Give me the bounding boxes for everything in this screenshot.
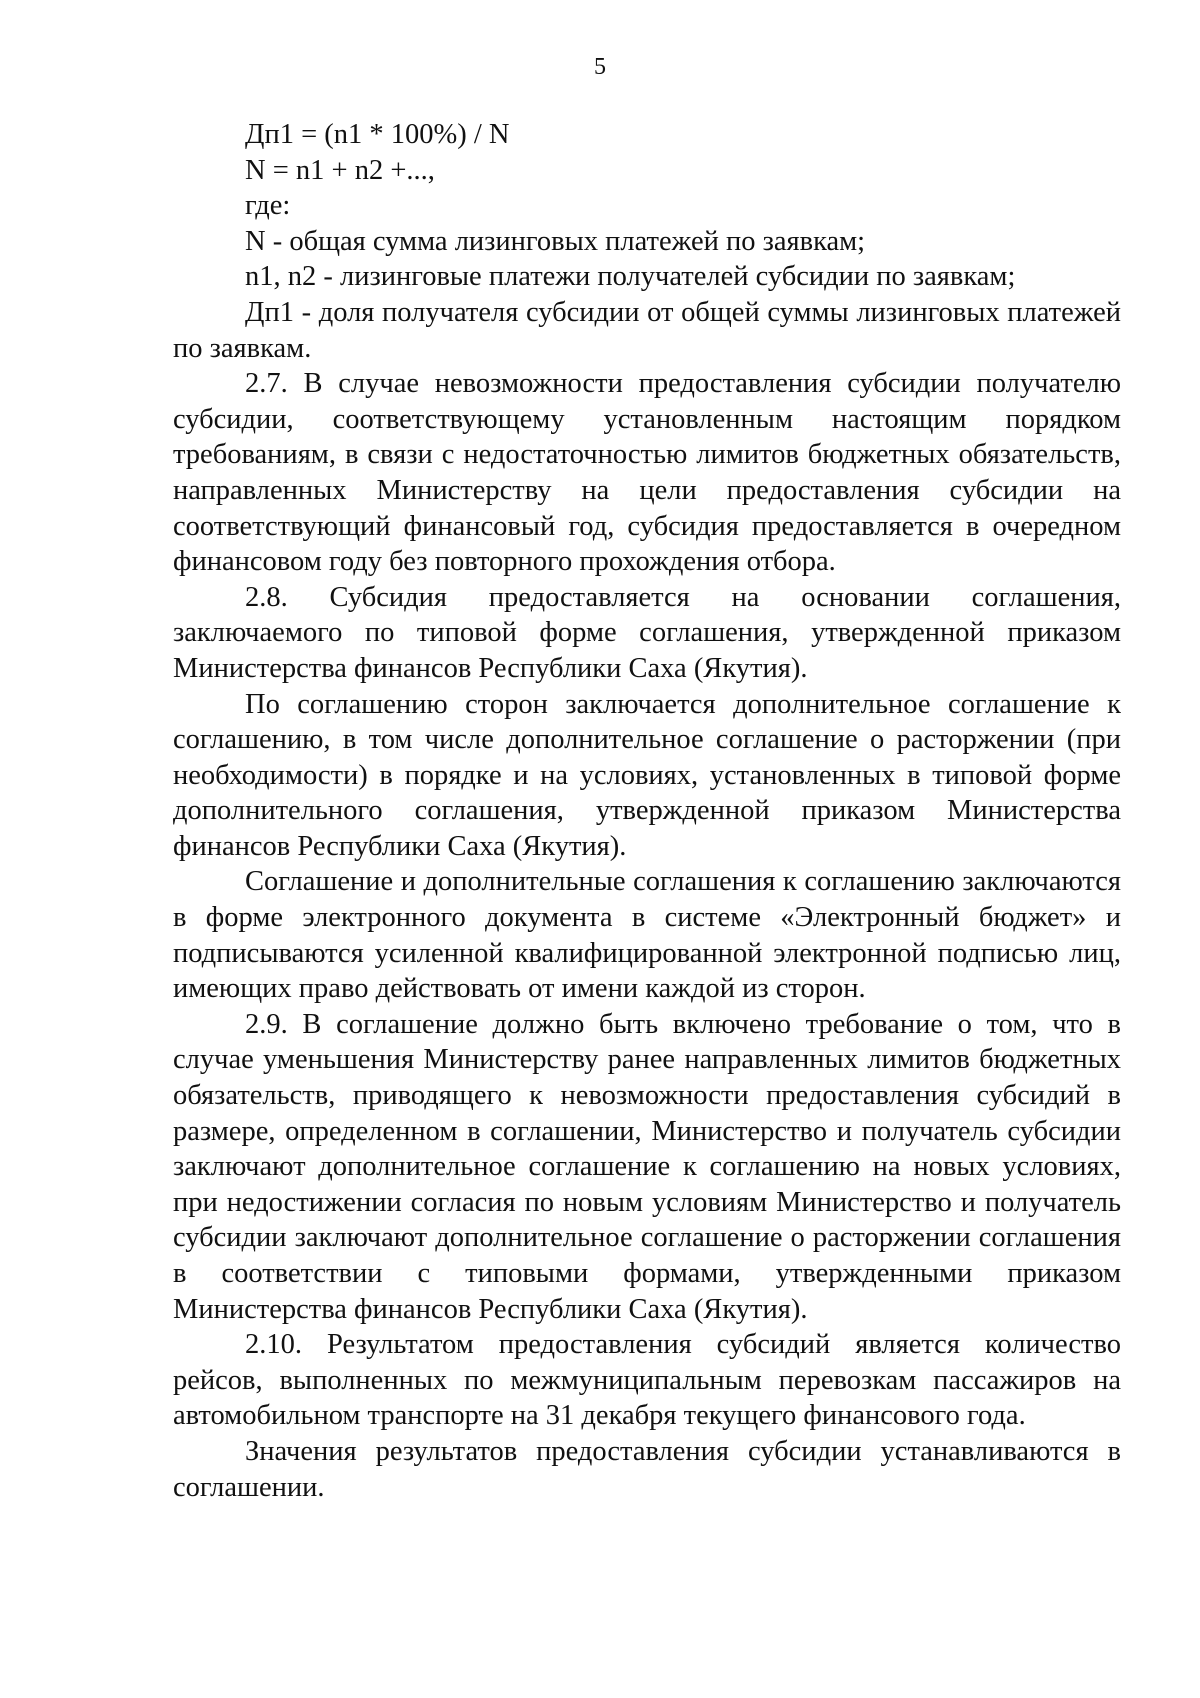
formula-where: где: xyxy=(245,190,291,222)
paragraph-2-10: 2.10. Результатом предоставления субсидий является количество рейсов, выполненных по межмуниципальным перевозкам пассажиров на автомобильном транспорте на 31 декабря текущего финансового года. xyxy=(173,1329,1121,1432)
definition-dp1: Дп1 - доля получателя субсидии от общей суммы лизинговых платежей по заявкам. xyxy=(173,296,1121,364)
paragraph-electronic-budget: Соглашение и дополнительные соглашения к соглашению заключаются в форме электронного документа в системе «Электронный бюджет» и подписываются усиленной квалифицированной электронной подписью лиц, имеющих право действовать от имени каждой из сторон. xyxy=(173,866,1121,1005)
paragraph-result-values: Значения результатов предоставления субсидии устанавливаются в соглашении. xyxy=(173,1435,1121,1503)
page-number: 5 xyxy=(594,54,606,80)
paragraph-additional-agreement: По соглашению сторон заключается дополнительное соглашение к соглашению, в том числе дополнительное соглашение о расторжении (при необходимости) в порядке и на условиях, установленных в типовой форме дополнительного соглашения, утвержденной приказом Министерства финансов Республики Саха (Якутия). xyxy=(173,688,1121,862)
definition-n1-n2: n1, n2 - лизинговые платежи получателей субсидии по заявкам; xyxy=(245,261,1016,293)
paragraph-2-7: 2.7. В случае невозможности предоставления субсидии получателю субсидии, соответствующему установленным настоящим порядком требованиям, в связи с недостаточностью лимитов бюджетных обязательств, направленных Министерству на цели предоставления субсидии на соответствующий финансовый год, субсидия предоставляется в очередном финансовом году без повторного прохождения отбора. xyxy=(173,368,1121,578)
formula-total: N = n1 + n2 +..., xyxy=(245,154,435,186)
definition-n: N - общая сумма лизинговых платежей по заявкам; xyxy=(245,225,866,257)
paragraph-2-8: 2.8. Субсидия предоставляется на основании соглашения, заключаемого по типовой форме соглашения, утвержденной приказом Министерства финансов Республики Саха (Якутия). xyxy=(173,581,1121,684)
document-body xyxy=(173,117,1121,1505)
formula-share: Дп1 = (n1 * 100%) / N xyxy=(245,119,510,150)
paragraph-2-9: 2.9. В соглашение должно быть включено требование о том, что в случае уменьшения Министерству ранее направленных лимитов бюджетных обязательств, приводящего к невозможности предоставления субсидий в размере, определенном в соглашении, Министерство и получатель субсидии заключают дополнительное соглашение к соглашению на новых условиях, при недостижении согласия по новым условиям Министерство и получатель субсидии заключают дополнительное соглашение о расторжении соглашения в соответствии с типовыми формами, утвержденными приказом Министерства финансов Республики Саха (Якутия). xyxy=(173,1008,1121,1325)
